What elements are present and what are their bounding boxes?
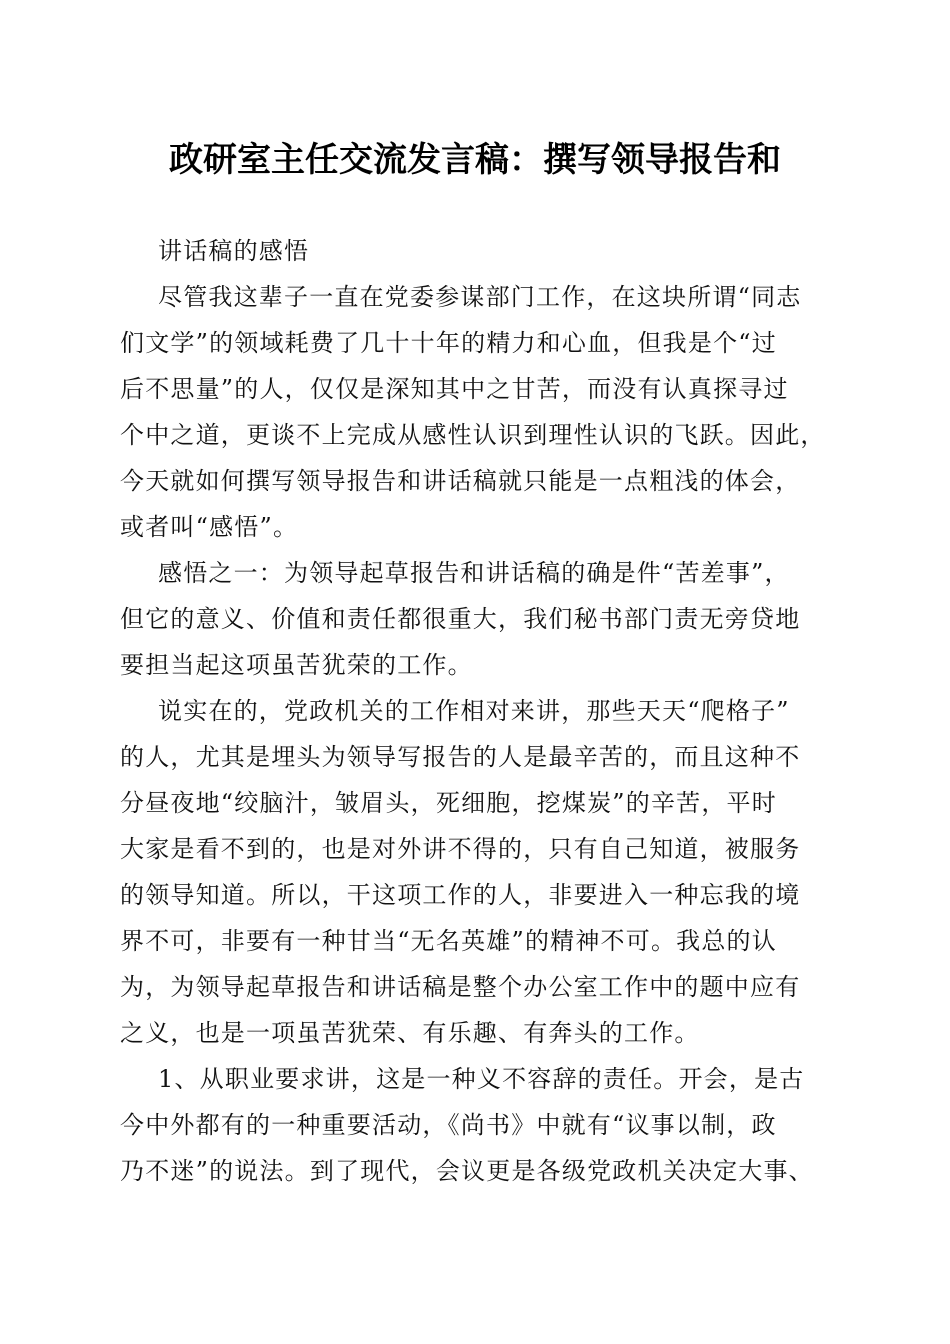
text-line: 感悟之一：为领导起草报告和讲话稿的确是件“苦差事”，: [158, 559, 790, 587]
text-line: 讲话稿的感悟: [158, 237, 310, 265]
text-line: 的领导知道。所以，干这项工作的人，非要进入一种忘我的境: [120, 881, 801, 909]
text-line: 今中外都有的一种重要活动，《尚书》中就有“议事以制，政: [120, 1111, 777, 1139]
text-line: 尽管我这辈子一直在党委参谋部门工作，在这块所谓“同志: [158, 283, 802, 311]
document-body: [120, 228, 840, 1194]
text-line: 后不思量”的人，仅仅是深知其中之甘苦，而没有认真探寻过: [120, 375, 789, 403]
text-line: 要担当起这项虽苦犹荣的工作。: [120, 651, 473, 679]
text-line: 乃不迷”的说法。到了现代，会议更是各级党政机关决定大事、: [120, 1157, 814, 1185]
text-line: 们文学”的领域耗费了几十十年的精力和心血，但我是个“过: [120, 329, 777, 357]
text-line: 之义，也是一项虽苦犹荣、有乐趣、有奔头的工作。: [120, 1019, 700, 1047]
text-line: 说实在的，党政机关的工作相对来讲，那些天天“爬格子”: [158, 697, 790, 725]
text-line: 界不可，非要有一种甘当“无名英雄”的精神不可。我总的认: [120, 927, 777, 955]
text-line: 的人，尤其是埋头为领导写报告的人是最辛苦的，而且这种不: [120, 743, 801, 771]
text-line: 今天就如何撰写领导报告和讲话稿就只能是一点粗浅的体会，: [120, 467, 801, 495]
text-line: 1、从职业要求讲，这是一种义不容辞的责任。开会，是古: [158, 1065, 805, 1093]
text-line: 或者叫“感悟”。: [120, 513, 299, 541]
text-line: 大家是看不到的，也是对外讲不得的，只有自己知道，被服务: [120, 835, 801, 863]
text-line: 为，为领导起草报告和讲话稿是整个办公室工作中的题中应有: [120, 973, 801, 1001]
text-line: 个中之道，更谈不上完成从感性认识到理性认识的飞跃。因此，: [120, 421, 826, 449]
document-title: 政研室主任交流发言稿：撰写领导报告和: [169, 140, 781, 180]
text-line: 分昼夜地“绞脑汁，皱眉头，死细胞，挖煤炭”的辛苦，平时: [120, 789, 777, 817]
text-line: 但它的意义、价值和责任都很重大，我们秘书部门责无旁贷地: [120, 605, 801, 633]
